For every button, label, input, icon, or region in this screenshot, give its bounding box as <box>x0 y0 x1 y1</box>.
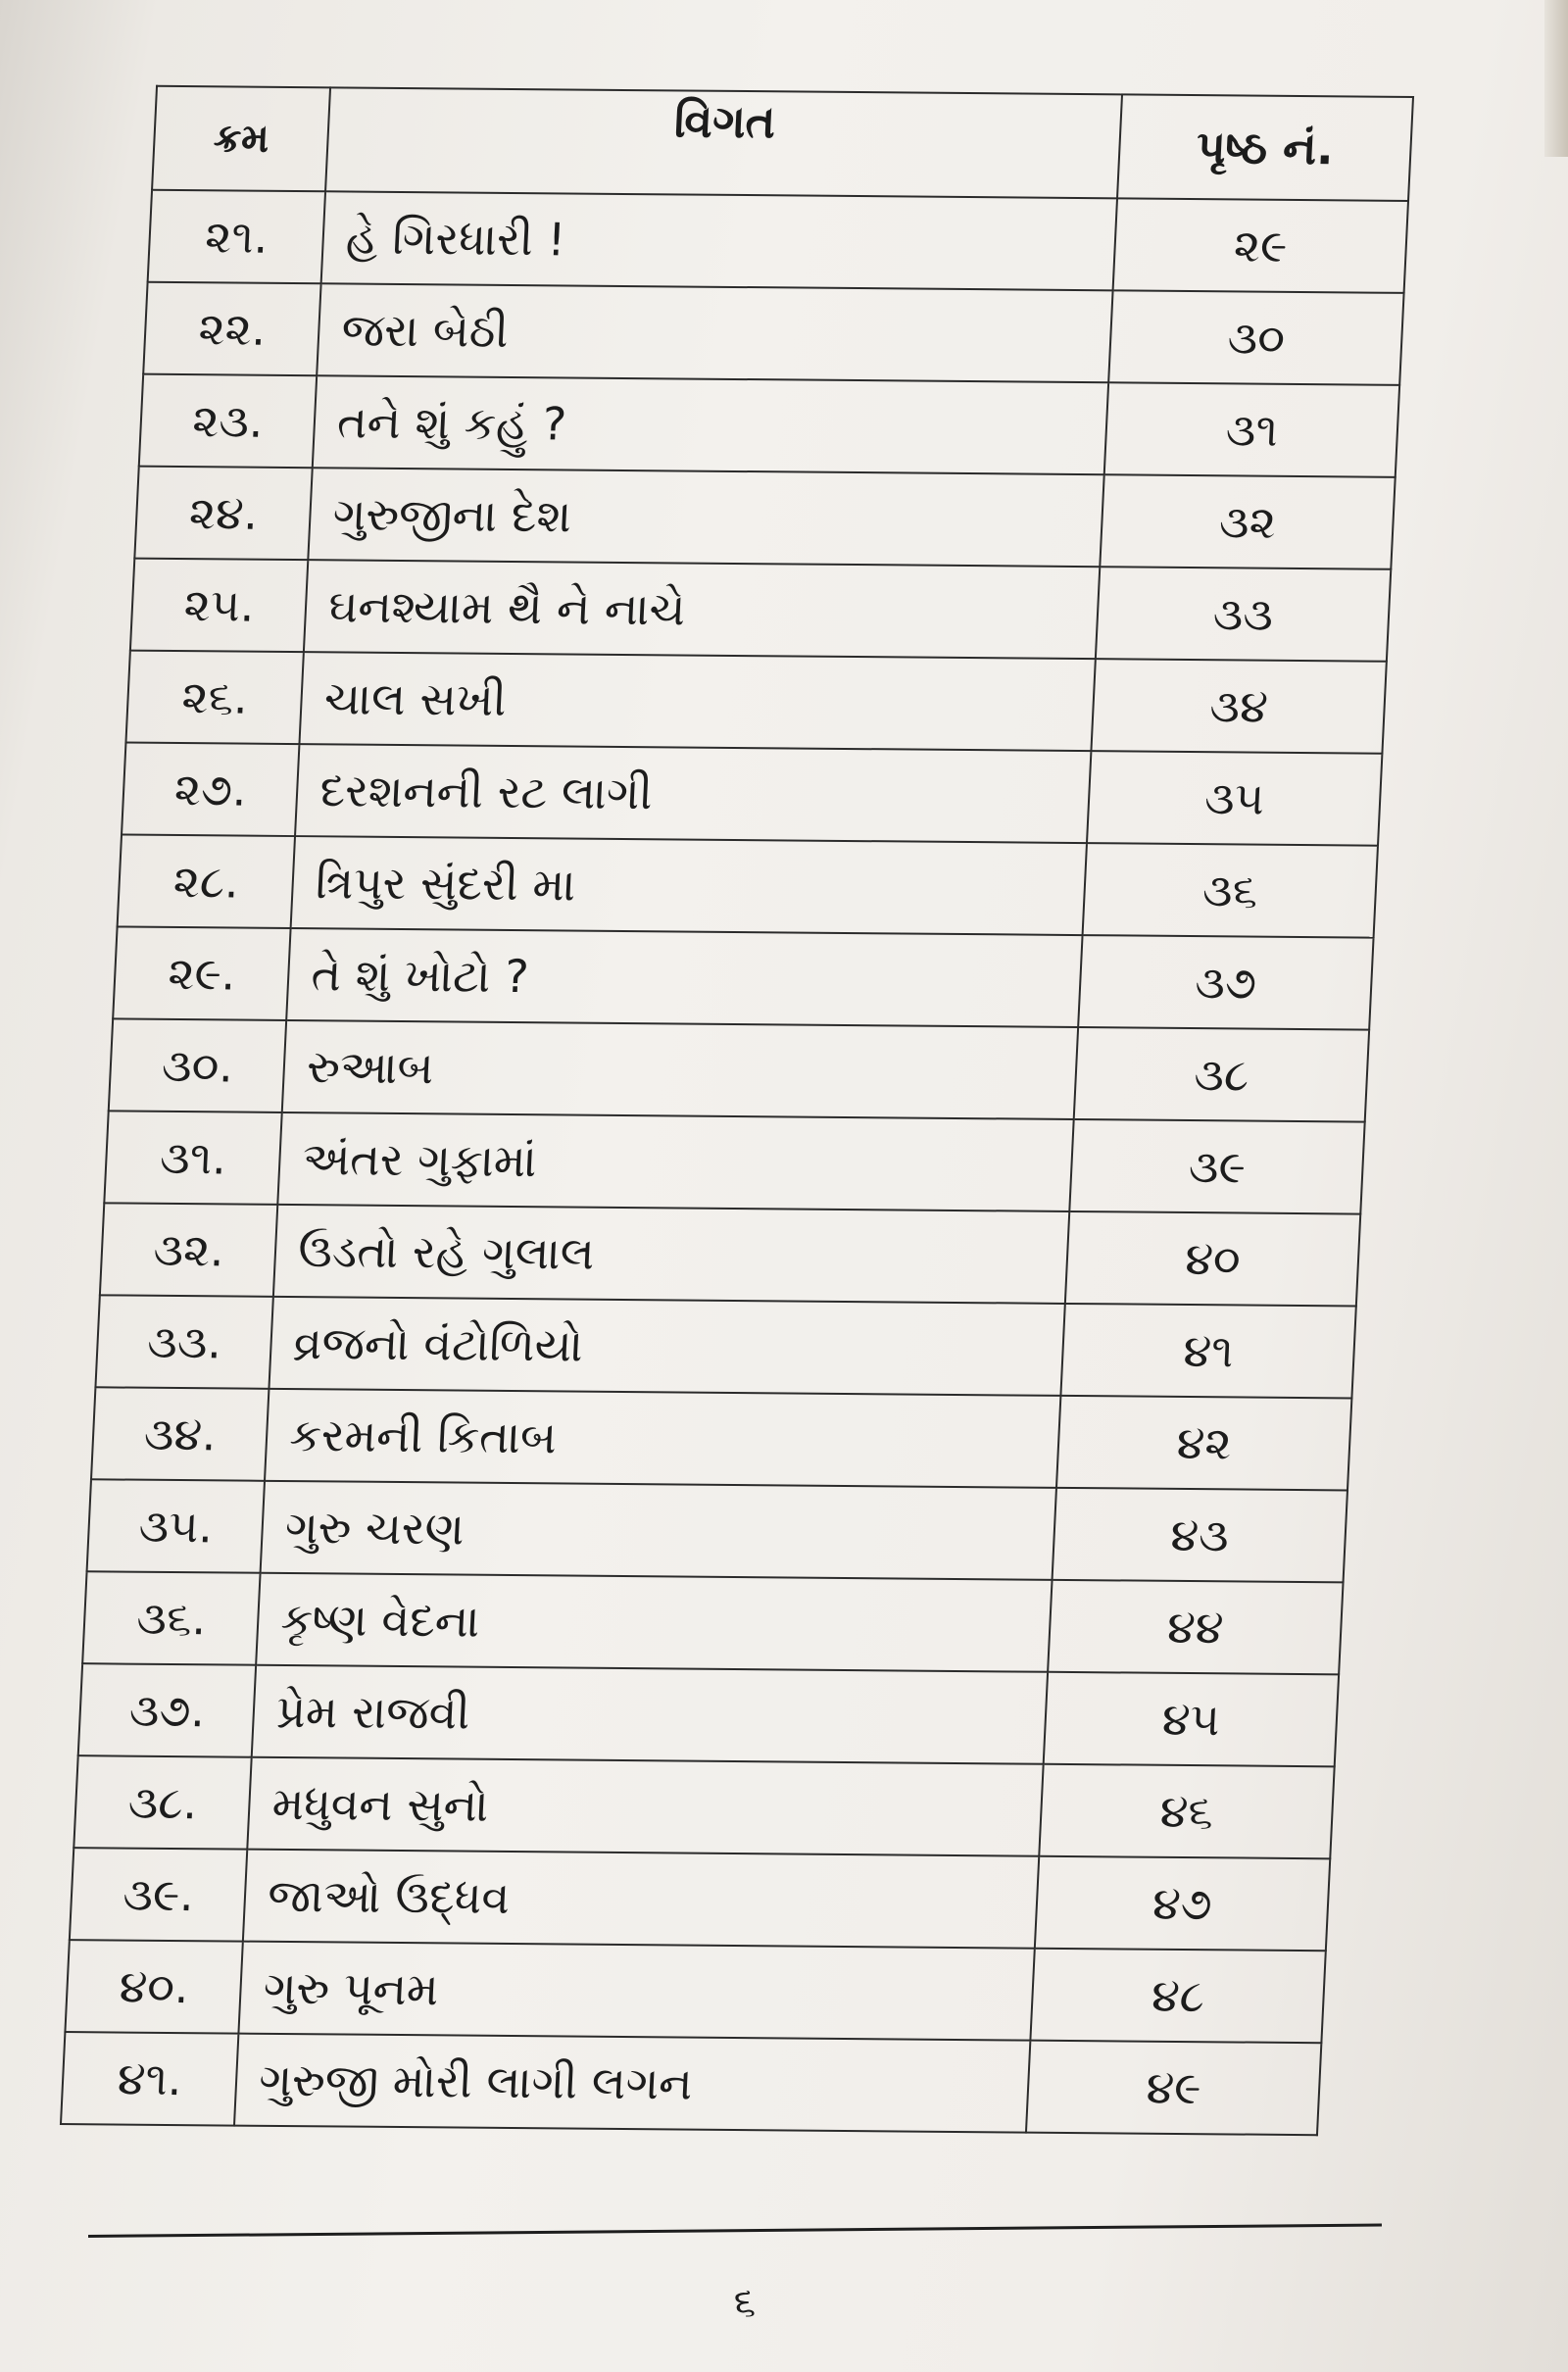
row-title: ગુરુજી મોરી લાગી લગન <box>234 2034 1030 2133</box>
row-page: ૩૪ <box>1091 659 1386 754</box>
row-title: પ્રેમ રાજવી <box>252 1665 1048 1764</box>
row-number: ૨૮. <box>118 835 296 929</box>
row-title: તને શું કહું ? <box>313 375 1108 474</box>
row-title: ગુરુજીના દેશ <box>309 468 1104 567</box>
table-row <box>78 1663 1339 1766</box>
row-page: ૩૦ <box>1108 290 1403 385</box>
row-page: ૩૩ <box>1096 567 1391 662</box>
table-row <box>139 374 1399 477</box>
table-row <box>109 1018 1369 1121</box>
row-page: ૩૫ <box>1087 751 1382 846</box>
row-page: ૩૮ <box>1074 1027 1369 1122</box>
row-title: હે ગિરધારી ! <box>321 191 1117 290</box>
row-number: ૩૧. <box>104 1111 282 1205</box>
contents-table <box>60 85 1414 2136</box>
row-title: ઘનશ્યામ થૈ ને નાચે <box>304 560 1100 659</box>
row-title: અંતર ગુફામાં <box>278 1112 1074 1211</box>
row-number: ૨૯. <box>113 926 291 1020</box>
row-title: ચાલ સખી <box>300 652 1096 751</box>
contents-body <box>61 190 1408 2135</box>
row-number: ૨૨. <box>143 282 321 376</box>
page-number: ૬ <box>733 2280 757 2325</box>
row-number: ૨૭. <box>122 743 300 837</box>
row-page: ૪૫ <box>1044 1672 1339 1767</box>
row-number: ૩૩. <box>95 1295 273 1389</box>
table-row <box>148 190 1408 293</box>
row-title: જાઓ ઉદ્ધવ <box>243 1850 1039 1949</box>
row-page: ૪૬ <box>1039 1764 1334 1859</box>
row-page: ૪૯ <box>1026 2041 1321 2136</box>
table-row <box>95 1295 1355 1398</box>
table-row <box>82 1571 1343 1674</box>
header-number: ક્રમ <box>152 86 330 192</box>
row-number: ૩૨. <box>100 1203 278 1297</box>
row-page: ૪૮ <box>1030 1949 1325 2044</box>
row-title: કરમની કિતાબ <box>265 1389 1060 1488</box>
row-number: ૩૦. <box>109 1018 287 1112</box>
row-page: ૩૧ <box>1104 382 1399 477</box>
table-row <box>70 1848 1330 1951</box>
table-row <box>61 2032 1321 2135</box>
row-title: તે શું ખોટો ? <box>286 928 1082 1027</box>
table-row <box>87 1479 1348 1582</box>
table-row <box>100 1203 1360 1306</box>
row-number: ૨૩. <box>139 374 318 469</box>
table-row <box>118 835 1378 938</box>
table-row <box>104 1111 1364 1213</box>
row-title: ગુરુ પૂનમ <box>239 1942 1035 2041</box>
row-page: ૪૪ <box>1048 1580 1343 1675</box>
row-number: ૩૭. <box>78 1663 257 1757</box>
row-number: ૩૬. <box>82 1571 261 1665</box>
table-row <box>130 559 1391 662</box>
row-number: ૩૮. <box>74 1755 252 1850</box>
row-title: દરશનની રટ લાગી <box>295 744 1091 843</box>
row-title: વ્રજનો વંટોળિયો <box>270 1297 1065 1396</box>
table-row <box>134 467 1395 569</box>
table-row <box>91 1387 1351 1490</box>
row-page: ૪૧ <box>1060 1304 1355 1399</box>
row-page: ૪૨ <box>1056 1396 1351 1491</box>
row-number: ૩૯. <box>70 1848 248 1942</box>
row-page: ૩૭ <box>1078 935 1373 1030</box>
row-page: ૪૭ <box>1035 1856 1330 1952</box>
row-number: ૨૬. <box>125 651 304 745</box>
row-title: મધુવન સુનો <box>248 1757 1044 1856</box>
row-page: ૪૩ <box>1053 1488 1348 1583</box>
row-page: ૨૯ <box>1113 198 1408 293</box>
table-row <box>143 282 1403 385</box>
row-number: ૩૪. <box>91 1387 270 1481</box>
row-title: ગુરુ ચરણ <box>261 1481 1056 1580</box>
table-row <box>65 1940 1325 2043</box>
row-number: ૨૧. <box>148 190 326 284</box>
row-page: ૪૦ <box>1065 1211 1360 1307</box>
row-page: ૩૯ <box>1069 1119 1364 1214</box>
row-title: કૃષ્ણ વેદના <box>256 1573 1052 1672</box>
table-row <box>74 1755 1334 1858</box>
row-number: ૪૧. <box>61 2032 239 2126</box>
table-row <box>122 743 1382 846</box>
row-title: ત્રિપુર સુંદરી મા <box>291 836 1087 935</box>
header-title: વિગત <box>325 87 1122 198</box>
header-row <box>152 86 1413 201</box>
row-title: જરા બેઠી <box>318 283 1113 382</box>
row-number: ૩૫. <box>87 1479 266 1573</box>
row-title: ઉડતો રહે ગુલાલ <box>273 1205 1069 1304</box>
row-title: રુઆબ <box>282 1020 1078 1119</box>
row-page: ૩૨ <box>1100 474 1395 569</box>
table-row <box>125 651 1386 754</box>
header-page: પૃષ્ઠ નં. <box>1117 94 1413 201</box>
row-number: ૨૫. <box>130 559 309 653</box>
row-page: ૩૬ <box>1083 843 1378 938</box>
next-page-edge <box>1544 0 1568 157</box>
row-number: ૪૦. <box>65 1940 243 2034</box>
row-number: ૨૪. <box>134 467 313 561</box>
table-row <box>113 926 1373 1029</box>
